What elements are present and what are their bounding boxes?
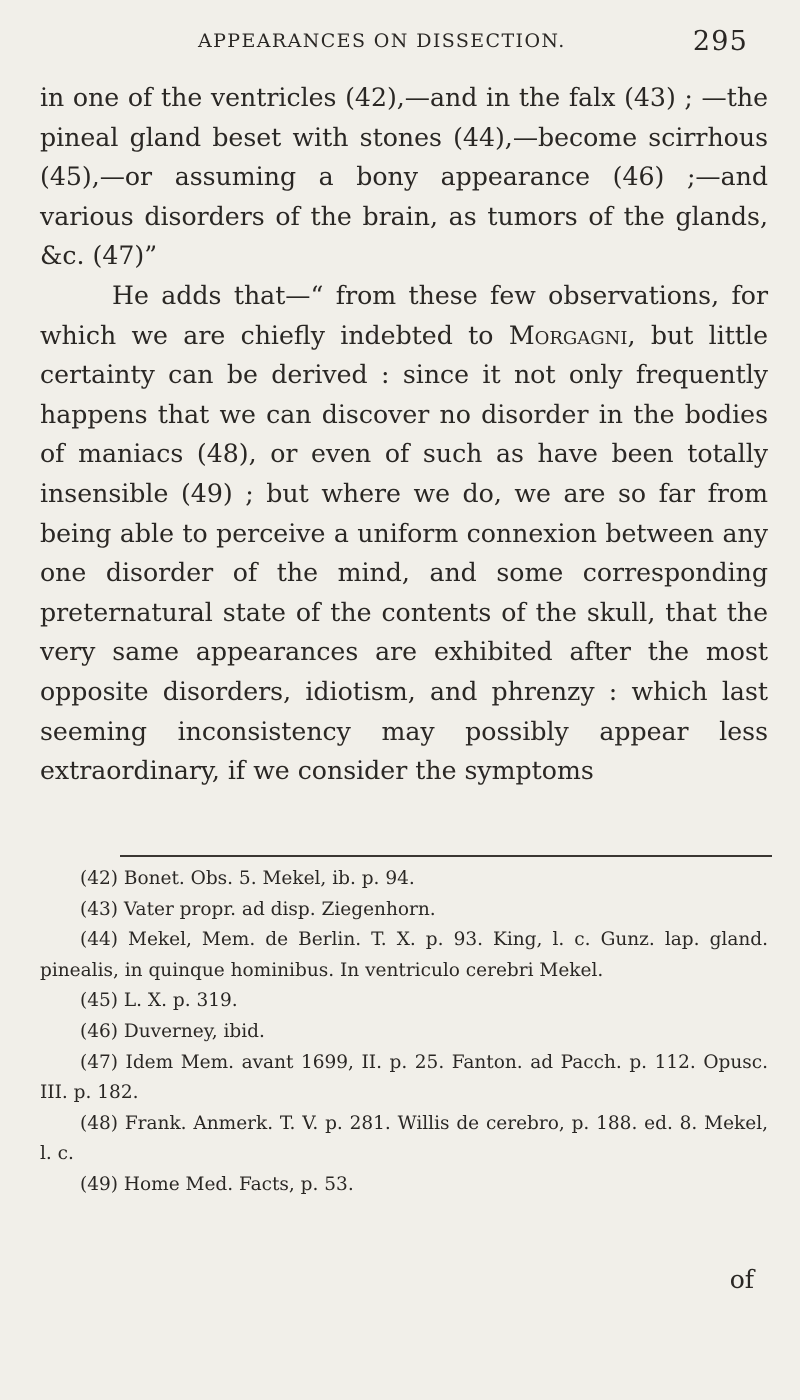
footnote-45	[40, 986, 768, 1017]
footnote-43	[40, 895, 768, 926]
footnote-text: Vater propr. ad disp. Ziegenhorn.	[123, 898, 436, 920]
footnote-text: Mekel, Mem. de Berlin. T. X. p. 93. King, l. c. Gunz. lap. gland. pinealis, in quinque hominibus. In ventriculo cerebri Mekel.	[40, 929, 768, 981]
quote-intro: He adds that—“ from these few observations, for which we are chiefly indebted to	[40, 280, 768, 350]
footnote-text: Bonet. Obs. 5. Mekel, ib. p. 94.	[123, 868, 415, 889]
footnote-number: (46)	[80, 1020, 118, 1042]
footnote-text: L. X. p. 319.	[123, 990, 238, 1012]
footnote-text: Idem Mem. avant 1699, II. p. 25. Fanton. ad Pacch. p. 112. Opusc. III. p. 182.	[40, 1051, 768, 1104]
author-name-morgagni: Morgagni	[508, 320, 628, 350]
main-text	[40, 78, 768, 791]
footnote-46	[40, 1017, 768, 1048]
footnote-number: (44)	[80, 929, 118, 951]
footnote-44	[40, 925, 768, 986]
footnote-text: Frank. Anmerk. T. V. p. 281. Willis de cerebro, p. 188. ed. 8. Mekel, l. c.	[40, 1112, 768, 1165]
catchword: of	[729, 1265, 754, 1294]
footnote-number: (42)	[80, 868, 118, 889]
footnote-49	[40, 1170, 768, 1201]
footnote-text: Duverney, ibid.	[123, 1020, 265, 1042]
footnote-number: (43)	[80, 898, 118, 920]
footnote-number: (45)	[80, 990, 118, 1012]
footnote-42	[40, 864, 768, 895]
footnote-47	[40, 1048, 768, 1109]
footnote-text: Home Med. Facts, p. 53.	[123, 1173, 354, 1195]
footnote-number: (49)	[80, 1173, 118, 1195]
footnote-number: (48)	[80, 1112, 118, 1134]
page-number: 295	[692, 26, 748, 57]
running-title: APPEARANCES ON DISSECTION.	[198, 30, 566, 52]
footnote-48	[40, 1109, 768, 1170]
running-header	[198, 26, 760, 57]
paragraph-quote	[40, 276, 768, 791]
paragraph-continued: in one of the ventricles (42),—and in the falx (43) ; —the pineal gland beset with stones (44),—become scirrhous (45),—or assuming a bony appearance (46) ;—and various disorders of the brain, as tumors of the glands, &c. (47)”	[40, 83, 768, 271]
quote-body: , but little certainty can be derived : since it not only frequently happens that we can discover no disorder in the bodies of maniacs (48), or even of such as have been totally insensible (49) ; but where we do, we are so far from being able to perceive a uniform connexion between any one disorder of the mind, and some corresponding preternatural state of the contents of the skull, that the very same appearances are exhibited after the most opposite disorders, idiotism, and phrenzy : which last seeming inconsistency may possibly appear less extraordinary, if we consider the symptoms	[40, 320, 768, 786]
footnotes	[40, 864, 768, 1201]
footnote-number: (47)	[80, 1051, 118, 1073]
footnote-divider	[120, 855, 772, 857]
